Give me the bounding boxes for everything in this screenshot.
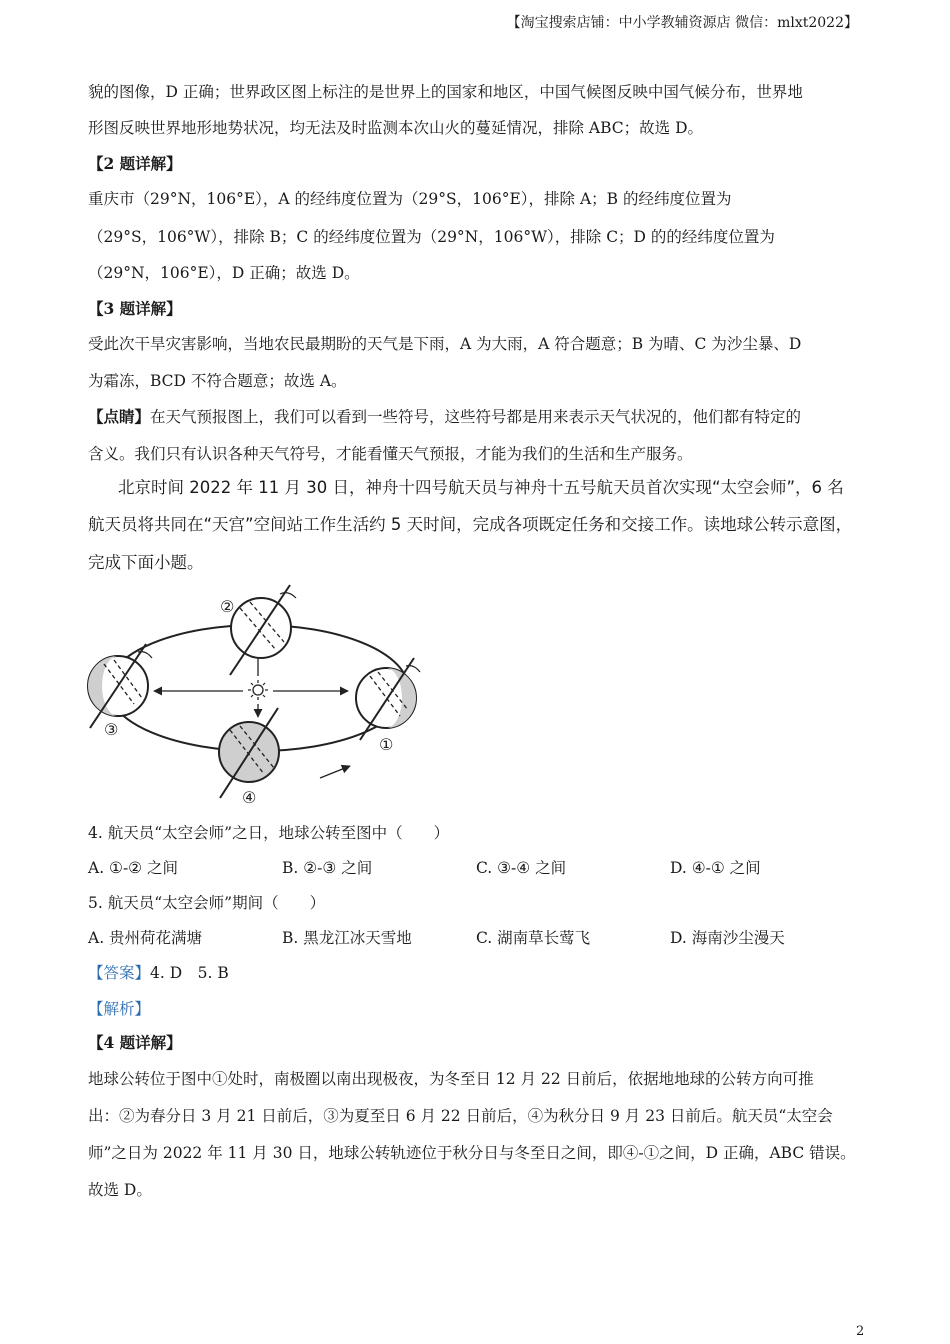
tip-label: 【点睛】 [88,407,151,426]
earth-position-3 [88,644,152,728]
q2-line-1: 重庆市（29°N，106°E），A 的经纬度位置为（29°S，106°E），排除 A；B 的经纬度位置为 [88,190,732,208]
sun-icon [248,680,268,700]
answer-text: 4. D 5. B [150,964,229,982]
para1-line-2: 形图反映世界地形地势状况，均无法及时监测本次山火的蔓延情况，排除 ABC；故选 D。 [88,119,704,137]
earth-position-4 [219,708,279,798]
q2-line-2: （29°S，106°W），排除 B；C 的经纬度位置为（29°N，106°W），排除 C；D 的的经纬度位置为 [88,228,775,246]
q4-option-a: A. ①-② 之间 [88,859,179,877]
earth-position-2 [230,585,296,675]
tip-line-1 [88,406,801,428]
stem-line-2: 航天员将共同在“天宫”空间站工作生活约 5 天时间，完成各项既定任务和交接工作。读地球公转示意图， [88,515,853,534]
label-4: ④ [242,788,257,807]
q5-option-b: B. 黑龙江冰天雪地 [282,929,412,947]
q4-line-2: 出：②为春分日 3 月 21 日前后，③为夏至日 6 月 22 日前后，④为秋分日 9 月 23 日前后。航天员“太空会 [88,1107,833,1125]
answer-label: 【答案】 [88,964,151,982]
analysis-label: 【解析】 [88,1000,151,1018]
q4-question: 4. 航天员“太空会师”之日，地球公转至图中（ ） [88,824,450,842]
q3-line-1: 受此次干旱灾害影响，当地农民最期盼的天气是下雨，A 为大雨，A 符合题意；B 为晴、C 为沙尘暴、D [88,335,802,353]
q4-line-4: 故选 D。 [88,1181,152,1199]
para1-line-1: 貌的图像，D 正确；世界政区图上标注的是世界上的国家和地区，中国气候图反映中国气候分布，世界地 [88,83,803,101]
earth-revolution-diagram [80,580,440,810]
q4-line-1: 地球公转位于图中①处时，南极圈以南出现极夜，为冬至日 12 月 22 日前后，依据地地球的公转方向可推 [88,1070,814,1088]
q3-title: 【3 题详解】 [88,299,182,318]
page-header: 【淘宝搜索店铺：中小学教辅资源店 微信：mlxt2022】 [506,15,858,31]
label-3: ③ [104,720,119,739]
q5-option-a: A. 贵州荷花满塘 [88,929,203,947]
tip-line-2: 含义。我们只有认识各种天气符号，才能看懂天气预报，才能为我们的生活和生产服务。 [88,445,693,463]
q5-option-d: D. 海南沙尘漫天 [670,929,785,947]
q4-option-c: C. ③-④ 之间 [476,859,567,877]
q2-title: 【2 题详解】 [88,154,182,173]
q4-line-3: 师”之日为 2022 年 11 月 30 日，地球公转轨迹位于秋分日与冬至日之间，即④-①之间，D 正确，ABC 错误。 [88,1144,856,1162]
earth-position-1 [356,658,420,740]
q2-line-3: （29°N，106°E），D 正确；故选 D。 [88,264,360,282]
stem-line-3: 完成下面小题。 [88,553,204,572]
q4-option-d: D. ④-① 之间 [670,859,761,877]
stem-line-1: 北京时间 2022 年 11 月 30 日，神舟十四号航天员与神舟十五号航天员首次实现“太空会师”，6 名 [118,478,844,497]
answer-line [88,962,229,984]
q5-question: 5. 航天员“太空会师”期间（ ） [88,894,326,912]
q4-option-b: B. ②-③ 之间 [282,859,373,877]
q3-line-2: 为霜冻，BCD 不符合题意；故选 A。 [88,372,347,390]
q5-option-c: C. 湖南草长莺飞 [476,929,591,947]
q4-title: 【4 题详解】 [88,1033,182,1052]
page-number: 2 [856,1324,865,1339]
revolution-direction-arrow [320,766,350,778]
label-1: ① [379,735,394,754]
label-2: ② [220,597,235,616]
tip-text-1: 在天气预报图上，我们可以看到一些符号，这些符号都是用来表示天气状况的，他们都有特定的 [150,408,802,426]
